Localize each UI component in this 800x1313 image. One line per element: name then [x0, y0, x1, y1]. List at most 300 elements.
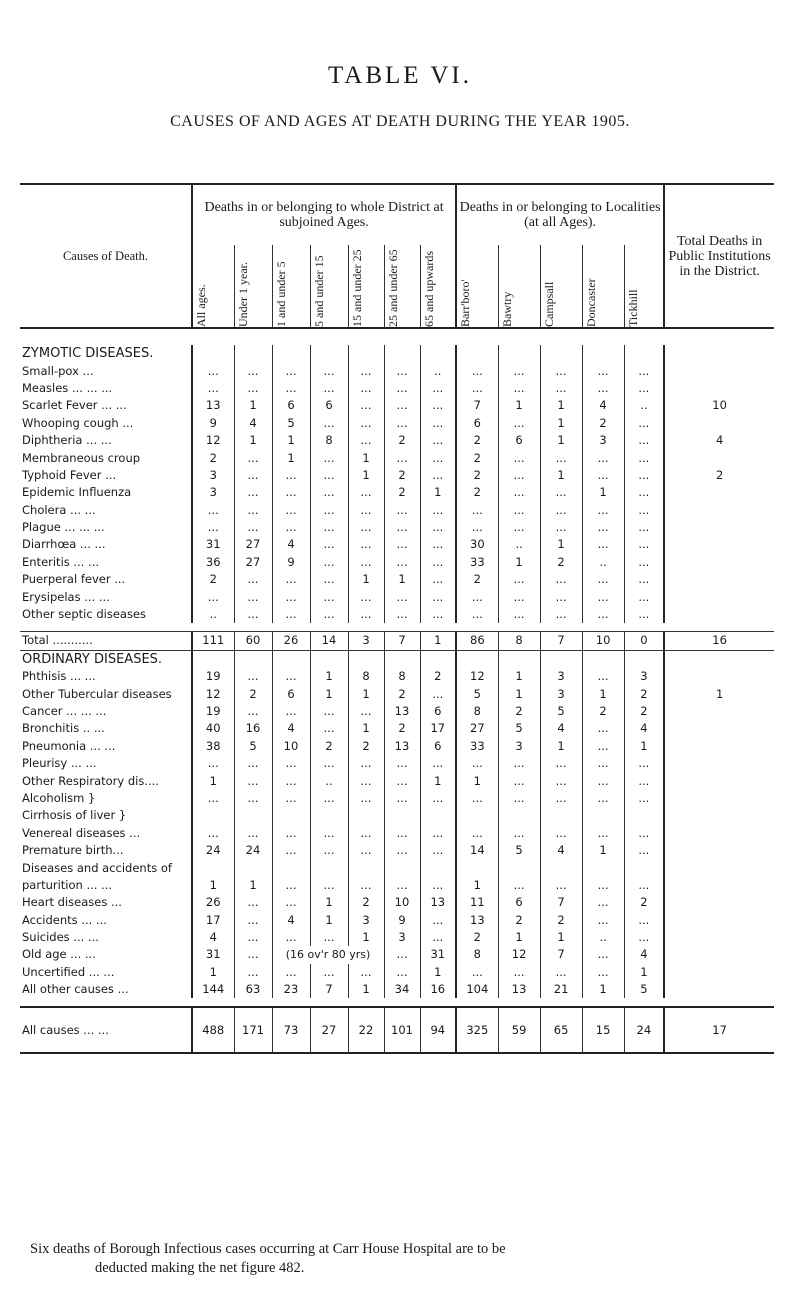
cause-label: parturition ... ...: [22, 877, 113, 892]
table-cell: ...: [310, 606, 348, 623]
table-row: [20, 571, 774, 588]
table-cell: ..: [582, 554, 624, 571]
table-cell: ...: [624, 554, 664, 571]
table-cell: ...: [234, 502, 272, 519]
table-cell: 16: [420, 981, 456, 998]
table-cell: 144: [192, 981, 234, 998]
table-cell: ...: [384, 588, 420, 605]
table-cell: 12: [456, 668, 498, 685]
cause-label: Old age ... ...: [22, 947, 96, 962]
cause-label: Membraneous croup: [22, 450, 141, 465]
table-cell: 111: [192, 632, 234, 650]
footnote-line-1: Six deaths of Borough Infectious cases occurring at Carr House Hospital are to be: [30, 1241, 506, 1257]
table-cell: ...: [348, 825, 384, 842]
table-cell: ...: [498, 588, 540, 605]
table-cell: 16: [234, 720, 272, 737]
table-cell: ...: [192, 362, 234, 379]
table-cell: ...: [540, 449, 582, 466]
table-cell: ...: [624, 772, 664, 789]
table-cell: 13: [384, 738, 420, 755]
table-cell: ...: [498, 571, 540, 588]
table-cell: 33: [456, 738, 498, 755]
table-cell: ...: [310, 502, 348, 519]
table-cell: ...: [624, 877, 664, 894]
table-cell: 1: [272, 449, 310, 466]
table-cell: ...: [310, 484, 348, 501]
table-cell: 2: [348, 738, 384, 755]
table-cell: [664, 703, 774, 720]
table-cell: ...: [582, 755, 624, 772]
table-cell: ...: [420, 877, 456, 894]
table-cell: ...: [420, 536, 456, 553]
table-cell: ...: [234, 449, 272, 466]
table-cell: 4: [272, 536, 310, 553]
table-cell: 1: [456, 877, 498, 894]
table-cell: ...: [192, 790, 234, 807]
table-row: [20, 484, 774, 501]
table-cell: ...: [498, 484, 540, 501]
cause-label: Diseases and accidents of: [22, 860, 172, 875]
table-row: [20, 720, 774, 737]
cause-label: Enteritis ... ...: [22, 554, 100, 569]
table-row: [20, 703, 774, 720]
table-cell: [664, 912, 774, 929]
table-cell: ...: [582, 894, 624, 911]
table-cell: 27: [456, 720, 498, 737]
table-cell: ...: [456, 588, 498, 605]
table-cell: [420, 859, 456, 876]
table-cell: 5: [498, 720, 540, 737]
table-row: [20, 397, 774, 414]
table-cell: ...: [420, 685, 456, 702]
table-cell: 1: [310, 668, 348, 685]
table-row: [20, 738, 774, 755]
cause-label: All other causes ...: [22, 982, 129, 997]
table-cell: [272, 859, 310, 876]
table-cell: 1: [348, 449, 384, 466]
table-cell: ...: [498, 790, 540, 807]
table-cell: 488: [192, 1007, 234, 1053]
cause-label: All causes ... ...: [20, 1007, 192, 1053]
table-cell: ...: [540, 502, 582, 519]
table-row: [20, 536, 774, 553]
table-cell: ...: [384, 964, 420, 981]
cause-label: Typhoid Fever ...: [22, 467, 117, 482]
table-cell: 5: [624, 981, 664, 998]
table-cell: ...: [234, 703, 272, 720]
table-cell: ...: [624, 502, 664, 519]
table-cell: 1: [498, 685, 540, 702]
table-cell: ...: [540, 362, 582, 379]
table-cell: ...: [582, 571, 624, 588]
table-cell: 5: [272, 415, 310, 432]
table-cell: 4: [540, 720, 582, 737]
table-cell: ...: [582, 738, 624, 755]
table-row: [20, 467, 774, 484]
table-cell: [664, 894, 774, 911]
table-cell: ...: [582, 912, 624, 929]
table-cell: 2: [234, 685, 272, 702]
table-cell: ...: [272, 703, 310, 720]
table-cell: ...: [540, 964, 582, 981]
table-cell: [664, 772, 774, 789]
table-cell: ...: [272, 894, 310, 911]
table-cell: ...: [348, 484, 384, 501]
table-cell: ...: [540, 877, 582, 894]
table-row: [20, 981, 774, 998]
table-cell: 5: [234, 738, 272, 755]
table-cell: ...: [384, 877, 420, 894]
table-row: [20, 859, 774, 876]
table-cell: ...: [456, 502, 498, 519]
section-ordinary: ORDINARY DISEASES.: [22, 651, 163, 667]
table-cell: ...: [272, 571, 310, 588]
table-cell: 36: [192, 554, 234, 571]
table-cell: [664, 536, 774, 553]
table-cell: 1: [310, 685, 348, 702]
table-cell: [384, 807, 420, 824]
table-cell: 1: [348, 467, 384, 484]
table-cell: ...: [384, 397, 420, 414]
table-cell: ...: [624, 825, 664, 842]
table-cell: 31: [420, 946, 456, 963]
table-cell: 1: [234, 877, 272, 894]
table-cell: ...: [540, 825, 582, 842]
table-cell: [664, 554, 774, 571]
table-cell: [664, 877, 774, 894]
table-cell: [456, 807, 498, 824]
table-cell: ...: [624, 519, 664, 536]
table-cell: ..: [498, 536, 540, 553]
table-cell: 1: [234, 397, 272, 414]
table-cell: [348, 859, 384, 876]
table-cell: ...: [498, 772, 540, 789]
table-cell: 1: [582, 981, 624, 998]
table-cell: 171: [234, 1007, 272, 1053]
table-cell: 0: [624, 632, 664, 650]
table-row: [20, 362, 774, 379]
table-cell: [664, 738, 774, 755]
table-cell: [664, 929, 774, 946]
table-cell: ...: [498, 449, 540, 466]
table-cell: 2: [456, 467, 498, 484]
table-row: [20, 415, 774, 432]
locality-col-header: Barr'boro': [456, 245, 498, 328]
table-cell: ...: [498, 606, 540, 623]
table-cell: [664, 449, 774, 466]
table-cell: [310, 859, 348, 876]
table-cell: ...: [456, 606, 498, 623]
table-cell: 2: [624, 685, 664, 702]
table-cell: 40: [192, 720, 234, 737]
table-cell: ...: [348, 588, 384, 605]
table-cell: 38: [192, 738, 234, 755]
table-cell: ...: [456, 519, 498, 536]
table-cell: ..: [192, 606, 234, 623]
table-row: [20, 432, 774, 449]
table-cell: 19: [192, 668, 234, 685]
table-cell: [384, 859, 420, 876]
table-cell: ...: [310, 842, 348, 859]
table-cell: ...: [582, 449, 624, 466]
table-cell: 5: [456, 685, 498, 702]
table-cell: ...: [384, 362, 420, 379]
table-cell: ...: [498, 380, 540, 397]
table-row: [20, 502, 774, 519]
cause-label: Total ...........: [20, 632, 192, 650]
table-cell: ...: [582, 380, 624, 397]
table-cell: 22: [348, 1007, 384, 1053]
cause-label: Erysipelas ... ...: [22, 589, 110, 604]
table-cell: ...: [234, 467, 272, 484]
table-cell: 4: [664, 432, 774, 449]
table-row: [20, 1007, 774, 1053]
table-cell: ...: [420, 502, 456, 519]
table-cell: 21: [540, 981, 582, 998]
table-cell: [192, 859, 234, 876]
table-cell: 13: [420, 894, 456, 911]
table-cell: ...: [624, 380, 664, 397]
table-cell: [310, 807, 348, 824]
table-row: [20, 825, 774, 842]
table-cell: 24: [234, 842, 272, 859]
table-cell: 12: [498, 946, 540, 963]
table-cell: ...: [582, 519, 624, 536]
table-cell: ...: [272, 842, 310, 859]
table-cell: ...: [384, 519, 420, 536]
table-cell: ...: [348, 772, 384, 789]
age-col-header: 5 and under 15: [310, 245, 348, 328]
district-ages-header: Deaths in or belonging to whole District at subjoined Ages.: [192, 184, 456, 245]
cause-label: Bronchitis .. ...: [22, 721, 105, 736]
table-cell: 4: [192, 929, 234, 946]
cause-label: Other Tubercular diseases: [22, 686, 172, 701]
table-cell: 1: [234, 432, 272, 449]
table-cell: [664, 946, 774, 963]
table-cell: 1: [348, 571, 384, 588]
table-cell: ...: [420, 432, 456, 449]
table-cell: 1: [348, 685, 384, 702]
table-cell: [192, 807, 234, 824]
table-cell: ...: [348, 536, 384, 553]
table-cell: ...: [456, 380, 498, 397]
table-cell: 104: [456, 981, 498, 998]
table-cell: ...: [192, 502, 234, 519]
table-cell: [624, 859, 664, 876]
table-cell: ...: [624, 912, 664, 929]
table-cell: 3: [192, 467, 234, 484]
cause-label: Cirrhosis of liver }: [22, 808, 127, 823]
locality-col-header: Tickhill: [624, 245, 664, 328]
table-cell: 8: [348, 668, 384, 685]
table-cell: ...: [310, 877, 348, 894]
table-cell: 15: [582, 1007, 624, 1053]
table-cell: 14: [456, 842, 498, 859]
table-cell: 10: [384, 894, 420, 911]
cause-label: Phthisis ... ...: [22, 669, 96, 684]
table-cell: ...: [540, 519, 582, 536]
cause-label: Plague ... ... ...: [22, 520, 105, 535]
table-cell: ...: [498, 362, 540, 379]
table-cell: 8: [310, 432, 348, 449]
table-cell: 27: [234, 536, 272, 553]
table-cell: ...: [234, 519, 272, 536]
table-cell: 1: [310, 894, 348, 911]
table-cell: [348, 807, 384, 824]
table-cell: 7: [310, 981, 348, 998]
table-cell: ...: [624, 536, 664, 553]
table-cell: 4: [272, 912, 310, 929]
table-cell: [540, 859, 582, 876]
table-cell: [498, 807, 540, 824]
table-cell: ...: [384, 842, 420, 859]
table-cell: 1: [420, 632, 456, 650]
table-cell: 1: [498, 929, 540, 946]
table-cell: 1: [582, 842, 624, 859]
table-cell: ...: [498, 755, 540, 772]
table-cell: 13: [456, 912, 498, 929]
table-cell: 1: [420, 484, 456, 501]
table-cell: ...: [384, 606, 420, 623]
table-cell: ...: [540, 772, 582, 789]
locality-col-header: Doncaster: [582, 245, 624, 328]
table-cell: 1: [624, 964, 664, 981]
table-cell: 1: [272, 432, 310, 449]
table-cell: ...: [272, 929, 310, 946]
table-cell: [582, 807, 624, 824]
table-cell: ...: [310, 720, 348, 737]
table-cell: 24: [624, 1007, 664, 1053]
age-col-header: 15 and under 25: [348, 245, 384, 328]
table-cell: ...: [310, 554, 348, 571]
table-cell: ...: [234, 790, 272, 807]
table-cell: ...: [310, 380, 348, 397]
table-cell: ...: [384, 380, 420, 397]
locality-col-header: Bawtry: [498, 245, 540, 328]
table-cell: ...: [310, 362, 348, 379]
table-cell: 13: [192, 397, 234, 414]
table-cell: 34: [384, 981, 420, 998]
table-row: [20, 964, 774, 981]
table-cell: 30: [456, 536, 498, 553]
table-cell: 1: [540, 397, 582, 414]
table-cell: 14: [310, 632, 348, 650]
table-cell: 9: [272, 554, 310, 571]
table-cell: 6: [272, 397, 310, 414]
table-cell: 4: [624, 946, 664, 963]
table-cell: ...: [310, 964, 348, 981]
table-cell: 2: [456, 571, 498, 588]
table-cell: 17: [664, 1007, 774, 1053]
table-cell: 2: [540, 554, 582, 571]
table-cell: 1: [348, 720, 384, 737]
table-cell: ...: [540, 755, 582, 772]
table-cell: ...: [624, 929, 664, 946]
table-cell: 325: [456, 1007, 498, 1053]
table-cell: ...: [582, 668, 624, 685]
table-cell: ...: [498, 877, 540, 894]
table-cell: 7: [384, 632, 420, 650]
table-cell: ...: [420, 825, 456, 842]
table-cell: ...: [272, 877, 310, 894]
table-cell: 12: [192, 685, 234, 702]
table-cell: 4: [272, 720, 310, 737]
table-cell: ...: [420, 380, 456, 397]
table-cell: 1: [624, 738, 664, 755]
table-cell: [498, 859, 540, 876]
table-cell: 2: [582, 415, 624, 432]
table-cell: ...: [582, 964, 624, 981]
table-cell: ...: [234, 894, 272, 911]
table-cell: ...: [234, 929, 272, 946]
table-cell: ...: [348, 554, 384, 571]
table-cell: ...: [384, 536, 420, 553]
table-row: [20, 449, 774, 466]
table-cell: 1: [540, 467, 582, 484]
table-cell: ...: [420, 449, 456, 466]
table-cell: 2: [456, 484, 498, 501]
table-row: [20, 929, 774, 946]
table-cell: ...: [310, 588, 348, 605]
table-cell: ...: [540, 380, 582, 397]
table-cell: ...: [234, 912, 272, 929]
table-row: [20, 519, 774, 536]
table-cell: ...: [624, 467, 664, 484]
table-cell: 10: [582, 632, 624, 650]
table-cell: ...: [234, 606, 272, 623]
table-cell: (16 ov'r 80 yrs): [272, 946, 384, 963]
table-cell: ...: [310, 519, 348, 536]
table-cell: 4: [540, 842, 582, 859]
table-cell: 5: [498, 842, 540, 859]
table-cell: 8: [456, 946, 498, 963]
table-cell: 6: [420, 738, 456, 755]
table-cell: 3: [192, 484, 234, 501]
localities-header: Deaths in or belonging to Localities (at all Ages).: [456, 184, 664, 245]
table-cell: 2: [456, 929, 498, 946]
table-cell: ...: [310, 790, 348, 807]
table-row: [20, 380, 774, 397]
table-cell: ...: [348, 606, 384, 623]
table-cell: ...: [540, 484, 582, 501]
table-cell: ...: [348, 397, 384, 414]
table-cell: ...: [420, 571, 456, 588]
table-cell: 3: [498, 738, 540, 755]
cause-label: Cholera ... ...: [22, 502, 96, 517]
table-cell: 2: [624, 894, 664, 911]
table-cell: 3: [348, 632, 384, 650]
table-cell: ...: [192, 755, 234, 772]
table-cell: 3: [348, 912, 384, 929]
table-cell: ...: [234, 755, 272, 772]
table-cell: 26: [272, 632, 310, 650]
table-cell: 13: [384, 703, 420, 720]
table-row: [20, 946, 774, 963]
table-cell: ...: [582, 877, 624, 894]
table-cell: ...: [498, 825, 540, 842]
table-cell: 2: [384, 720, 420, 737]
table-cell: ...: [234, 772, 272, 789]
cause-label: Epidemic Influenza: [22, 485, 132, 500]
table-cell: ...: [192, 588, 234, 605]
table-row: [20, 755, 774, 772]
table-cell: [664, 859, 774, 876]
table-cell: 26: [192, 894, 234, 911]
table-cell: 1: [540, 738, 582, 755]
cause-label: Cancer ... ... ...: [22, 704, 107, 718]
table-cell: 1: [582, 484, 624, 501]
table-cell: 8: [498, 632, 540, 650]
